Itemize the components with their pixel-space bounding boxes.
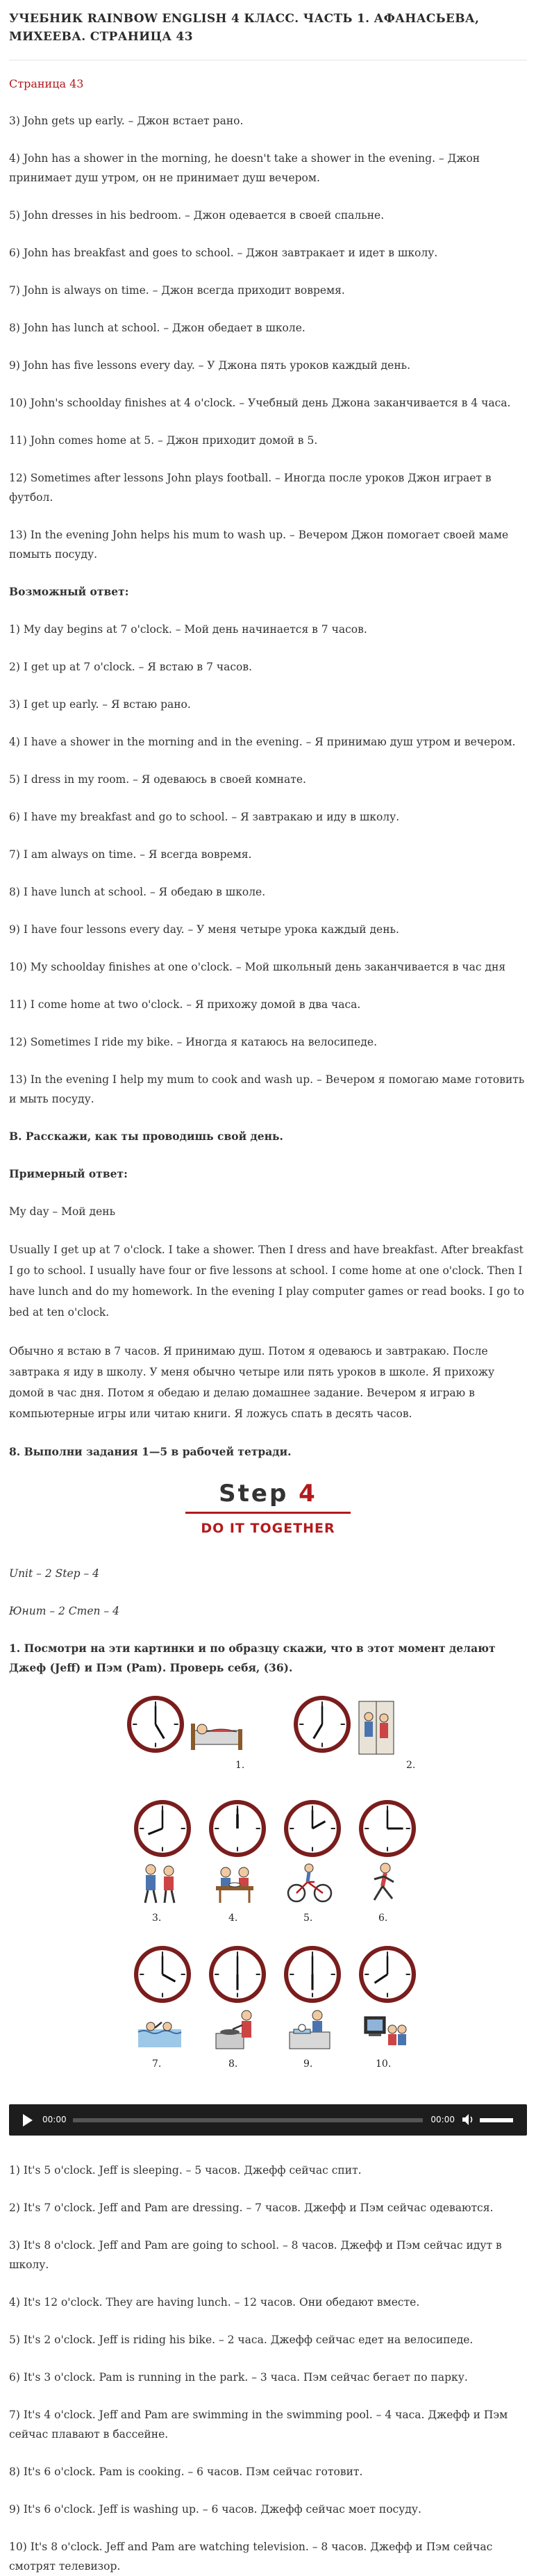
text-line: 10) John's schoolday finishes at 4 o'clock. – Учебный день Джона заканчивается в 4 часа. (9, 397, 511, 409)
answer-line: 2) It's 7 o'clock. Jeff and Pam are dressing. – 7 часов. Джефф и Пэм сейчас одеваются. (9, 2202, 494, 2214)
clock-icon (359, 1946, 416, 2003)
clock-icon (127, 1696, 184, 1753)
answer-line: 8) It's 6 o'clock. Pam is cooking. – 6 часов. Пэм сейчас готовит. (9, 2466, 363, 2478)
page-header (9, 10, 527, 60)
swimming-icon (137, 2008, 183, 2050)
my-day-title: My day – Мой день (9, 1205, 116, 1218)
answer-line: 5) It's 2 o'clock. Jeff is riding his bike. – 2 часа. Джефф сейчас едет на велосипеде. (9, 2334, 474, 2346)
step-word: Step (219, 1480, 289, 1508)
task-b-heading: B. Расскажи, как ты проводишь свой день. (9, 1130, 283, 1143)
answer-line: 4) I have a shower in the morning and in the evening. – Я принимаю душ утром и вечером. (9, 736, 516, 748)
answer-line: 3) It's 8 o'clock. Jeff and Pam are going to school. – 8 часов. Джефф и Пэм сейчас идут в школу. (9, 2239, 502, 2271)
possible-answer-heading: Возможный ответ: (9, 585, 129, 598)
figure-label: 4. (228, 1913, 238, 1924)
answer-line: 2) I get up at 7 o'clock. – Я встаю в 7 часов. (9, 661, 253, 673)
answer-line: 7) It's 4 o'clock. Jeff and Pam are swimming in the swimming pool. – 4 часа. Джефф и Пэм сейчас плавают в бассейне. (9, 2409, 508, 2441)
story-english: Usually I get up at 7 o'clock. I take a shower. Then I dress and have breakfast. After breakfast I go to school. I usually have four or five lessons at school. I come home at one o'clock. Then I have lunch and do my homework. In the evening I play computer games or read books. I go to bed at ten o'clock. (9, 1244, 524, 1319)
unit-russian: Юнит – 2 Степ – 4 (9, 1605, 119, 1617)
banner-rule (185, 1512, 351, 1514)
figure-label: 1. (235, 1760, 245, 1771)
kids-walking-icon (137, 1863, 183, 1904)
figure-label: 2. (406, 1760, 416, 1771)
figure-label: 8. (228, 2058, 238, 2070)
clock-icon (359, 1800, 416, 1857)
cooking-icon (212, 2008, 258, 2050)
running-girl-icon (362, 1863, 408, 1904)
text-line: 7) John is always on time. – Джон всегда приходит вовремя. (9, 284, 345, 297)
duration: 00:00 (430, 2115, 455, 2124)
clock-icon (209, 1946, 266, 2003)
text-line: 11) John comes home at 5. – Джон приходит домой в 5. (9, 434, 318, 447)
text-line: 4) John has a shower in the morning, he doesn't take a shower in the evening. – Джон принимает душ утром, он не принимает душ вечером. (9, 152, 480, 184)
clock-icon (294, 1696, 351, 1753)
answer-line: 11) I come home at two o'clock. – Я прихожу домой в два часа. (9, 998, 361, 1011)
answer-line: 6) I have my breakfast and go to school. – Я завтракаю и иду в школу. (9, 811, 400, 823)
step-number: 4 (299, 1480, 317, 1508)
clock-icon (209, 1800, 266, 1857)
volume-icon[interactable] (462, 2113, 474, 2127)
answer-line: 5) I dress in my room. – Я одеваюсь в своей комнате. (9, 773, 306, 786)
text-line: 5) John dresses in his bedroom. – Джон одевается в своей спальне. (9, 209, 385, 222)
answer-line: 10) My schoolday finishes at one o'clock. – Мой школьный день заканчивается в час дня (9, 961, 506, 973)
text-line: 8) John has lunch at school. – Джон обедает в школе. (9, 322, 305, 334)
answer-line: 3) I get up early. – Я встаю рано. (9, 698, 191, 711)
answer-line: 12) Sometimes I ride my bike. – Иногда я катаюсь на велосипеде. (9, 1036, 377, 1048)
volume-slider[interactable] (480, 2118, 513, 2122)
unit-english: Unit – 2 Step – 4 (9, 1567, 100, 1580)
answer-line: 1) My day begins at 7 o'clock. – Мой день начинается в 7 часов. (9, 623, 367, 636)
sample-answer-heading: Примерный ответ: (9, 1167, 128, 1180)
lunch-icon (212, 1863, 258, 1904)
exercise-figure (120, 1696, 433, 2083)
dressing-kids-icon (356, 1700, 398, 1756)
page-title: УЧЕБНИК RAINBOW ENGLISH 4 КЛАСС. ЧАСТЬ 1. АФАНАСЬЕВА, МИХЕЕВА. СТРАНИЦА 43 (9, 12, 480, 44)
play-icon[interactable] (23, 2114, 33, 2127)
text-line: 13) In the evening John helps his mum to wash up. – Вечером Джон помогает своей маме помыть посуду. (9, 529, 509, 561)
figure-label: 7. (152, 2058, 162, 2070)
progress-track[interactable] (73, 2118, 423, 2122)
audio-player (9, 2104, 527, 2136)
figure-label: 5. (303, 1913, 313, 1924)
answer-line: 7) I am always on time. – Я всегда вовремя. (9, 848, 252, 861)
page-number-label: Страница 43 (9, 77, 84, 90)
clock-icon (134, 1946, 191, 2003)
answer-line: 9) I have four lessons every day. – У меня четыре урока каждый день. (9, 923, 399, 936)
text-line: 6) John has breakfast and goes to school. – Джон завтракает и идет в школу. (9, 247, 438, 259)
answer-line: 10) It's 8 o'clock. Jeff and Pam are watching television. – 8 часов. Джефф и Пэм сейчас смотрят телевизор. (9, 2541, 493, 2573)
answer-line: 6) It's 3 o'clock. Pam is running in the park. – 3 часа. Пэм сейчас бегает по парку. (9, 2371, 468, 2384)
sleeping-boy-icon (190, 1717, 245, 1753)
text-line: 3) John gets up early. – Джон встает рано. (9, 115, 244, 127)
clock-icon (284, 1800, 341, 1857)
exercise-1-heading: 1. Посмотри на эти картинки и по образцу скажи, что в этот момент делают Джеф (Jeff) и Пэм (Pam). Проверь себя, (36). (9, 1642, 496, 1674)
story-russian: Обычно я встаю в 7 часов. Я принимаю душ. Потом я одеваюсь и завтракаю. После завтрака я иду в школу. У меня обычно четыре или пять уроков в школе. Я прихожу домой в час дня. Потом я обедаю и делаю домашнее задание. Вечером я играю в компьютерные игры или читаю книги. Я ложусь спать в десять часов. (9, 1345, 495, 1420)
task-8-heading: 8. Выполни задания 1—5 в рабочей тетради. (9, 1445, 292, 1458)
step-banner (9, 1480, 527, 1536)
answer-line: 13) In the evening I help my mum to cook and wash up. – Вечером я помогаю маме готовить и мыть посуду. (9, 1073, 525, 1105)
answer-line: 9) It's 6 o'clock. Jeff is washing up. – 6 часов. Джефф сейчас моет посуду. (9, 2503, 421, 2516)
figure-label: 6. (378, 1913, 388, 1924)
banner-subtitle: DO IT TOGETHER (201, 1521, 335, 1536)
text-line: 9) John has five lessons every day. – У Джона пять уроков каждый день. (9, 359, 411, 372)
current-time: 00:00 (42, 2115, 67, 2124)
watching-tv-icon (362, 2008, 408, 2050)
step-title (9, 1480, 527, 1508)
bike-rider-icon (287, 1863, 333, 1904)
figure-label: 9. (303, 2058, 313, 2070)
figure-label: 10. (376, 2058, 392, 2070)
clock-icon (134, 1800, 191, 1857)
answer-line: 8) I have lunch at school. – Я обедаю в школе. (9, 886, 266, 898)
answer-line: 4) It's 12 o'clock. They are having lunch. – 12 часов. Они обедают вместе. (9, 2296, 420, 2309)
washing-up-icon (287, 2008, 333, 2050)
clock-icon (284, 1946, 341, 2003)
figure-label: 3. (152, 1913, 162, 1924)
answer-line: 1) It's 5 o'clock. Jeff is sleeping. – 5 часов. Джефф сейчас спит. (9, 2164, 362, 2177)
text-line: 12) Sometimes after lessons John plays football. – Иногда после уроков Джон играет в футбол. (9, 472, 492, 504)
